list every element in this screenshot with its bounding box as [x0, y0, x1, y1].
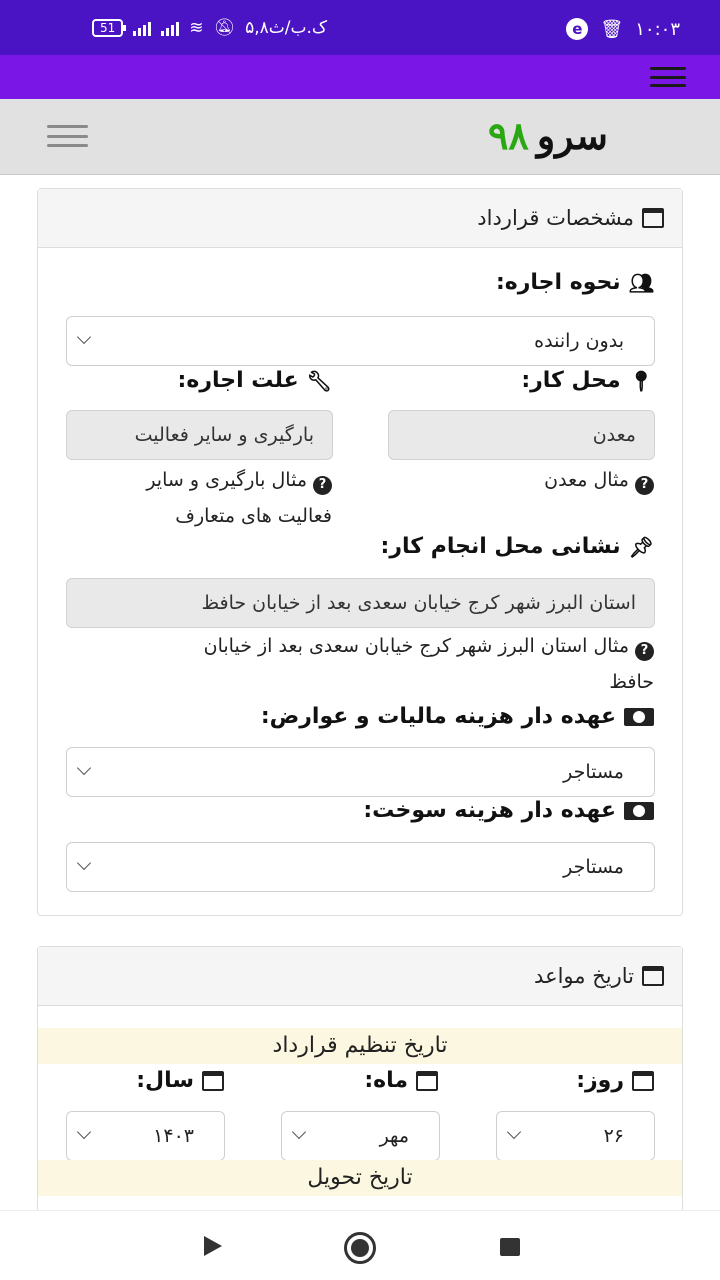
- app-header: [0, 99, 720, 175]
- dates-card-title: تاریخ مواعد: [534, 964, 634, 988]
- calendar-times-icon: [202, 1071, 224, 1091]
- work-place-help: [387, 462, 654, 498]
- question-circle-icon: ?: [635, 476, 654, 495]
- rental-reason-help: [65, 462, 332, 534]
- question-circle-icon: ?: [313, 476, 332, 495]
- rental-reason-input[interactable]: [66, 410, 333, 460]
- signal-icon: [161, 20, 179, 36]
- thumbtack-icon: 📌︎: [628, 534, 654, 559]
- calendar-blank-icon: [632, 1071, 654, 1091]
- contract-date-heading: تاریخ تنظیم قرارداد: [38, 1028, 682, 1064]
- work-place-label-text: محل کار:: [521, 368, 621, 393]
- tax-label: [261, 704, 654, 729]
- users-icon: 👥︎: [628, 270, 654, 295]
- rental-reason-help-line1: مثال بارگیری و سایر: [146, 469, 307, 491]
- battery-icon: 51: [92, 19, 123, 37]
- app-icon: e: [566, 18, 588, 40]
- month-select[interactable]: [281, 1111, 440, 1161]
- status-left: [92, 18, 327, 38]
- recent-apps-icon[interactable]: [500, 1238, 520, 1256]
- dates-card-header: [38, 947, 682, 1006]
- address-help-line1: مثال استان البرز شهر کرج خیابان سعدی بعد از خیابان: [203, 635, 629, 657]
- trash-icon: 🗑︎: [600, 18, 624, 40]
- fuel-label-text: عهده دار هزینه سوخت:: [363, 798, 616, 823]
- month-value: مهر: [379, 1125, 409, 1147]
- address-help: [65, 628, 654, 700]
- rental-reason-label-text: علت اجاره:: [177, 368, 299, 393]
- tax-select[interactable]: [66, 747, 655, 797]
- delivery-date-heading: تاریخ تحویل: [38, 1160, 682, 1196]
- back-icon[interactable]: [204, 1236, 222, 1256]
- chevron-down-icon: [507, 1125, 521, 1139]
- rental-reason-help-line2: فعالیت های متعارف: [175, 505, 332, 527]
- wifi-icon: ≋: [189, 18, 204, 38]
- chevron-down-icon: [77, 1125, 91, 1139]
- question-circle-icon: ?: [635, 642, 654, 661]
- day-label-text: روز:: [576, 1068, 624, 1093]
- address-label: [381, 534, 654, 559]
- chevron-down-icon: [77, 330, 91, 344]
- month-label-text: ماه:: [364, 1068, 408, 1093]
- money-bill-icon: [624, 802, 654, 820]
- network-speed: ۵,۸ک.ب/ث: [245, 18, 328, 38]
- rental-type-label: [496, 270, 654, 295]
- logo-word: سرو: [536, 113, 608, 158]
- month-label: [364, 1068, 438, 1093]
- contract-card-header: [38, 189, 682, 248]
- fuel-select[interactable]: [66, 842, 655, 892]
- fuel-value: مستاجر: [563, 856, 624, 878]
- logo[interactable]: [488, 113, 608, 158]
- day-label: [576, 1068, 654, 1093]
- calendar-icon: [642, 966, 664, 986]
- day-value: ۲۶: [603, 1125, 624, 1147]
- status-right: [566, 18, 680, 40]
- mute-icon: 🔕︎: [213, 18, 236, 38]
- year-label: [136, 1068, 224, 1093]
- nav-toggle-icon[interactable]: [47, 125, 88, 147]
- address-label-text: نشانی محل انجام کار:: [380, 534, 621, 559]
- rental-type-value: بدون راننده: [534, 330, 624, 352]
- chevron-down-icon: [77, 856, 91, 870]
- calendar-icon: [642, 208, 664, 228]
- map-marker-icon: 📍︎: [628, 368, 654, 393]
- address-help-line2: حافظ: [609, 671, 654, 693]
- chevron-down-icon: [77, 761, 91, 775]
- status-bar: [0, 0, 720, 55]
- logo-number: ۹۸: [488, 113, 529, 158]
- fuel-label: [363, 798, 654, 823]
- work-place-help-text: مثال معدن: [544, 469, 629, 491]
- calendar-check-icon: [416, 1071, 438, 1091]
- address-input[interactable]: [66, 578, 655, 628]
- home-icon[interactable]: [344, 1232, 376, 1264]
- menu-icon[interactable]: [650, 67, 686, 87]
- money-bill-icon: [624, 708, 654, 726]
- day-select[interactable]: [496, 1111, 655, 1161]
- signal-icon: [133, 20, 151, 36]
- work-place-label: [521, 368, 654, 393]
- clock: ۱۰:۰۳: [635, 18, 680, 40]
- year-value: ۱۴۰۳: [153, 1125, 194, 1147]
- year-label-text: سال:: [136, 1068, 194, 1093]
- system-nav-bar: [0, 1210, 720, 1280]
- rental-reason-label: [178, 368, 332, 393]
- rental-reason-value: بارگیری و سایر فعالیت: [134, 424, 314, 446]
- tax-value: مستاجر: [563, 761, 624, 783]
- top-toolbar: [0, 55, 720, 99]
- contract-card-title: مشخصات قرارداد: [477, 206, 634, 230]
- rental-type-select[interactable]: [66, 316, 655, 366]
- year-select[interactable]: [66, 1111, 225, 1161]
- address-value: استان البرز شهر کرج خیابان سعدی بعد از خیابان حافظ: [201, 592, 636, 614]
- tax-label-text: عهده دار هزینه مالیات و عوارض:: [260, 704, 616, 729]
- chevron-down-icon: [292, 1125, 306, 1139]
- work-place-value: معدن: [592, 424, 636, 446]
- work-place-input[interactable]: [388, 410, 655, 460]
- wrench-icon: 🔧︎: [306, 368, 332, 393]
- rental-type-label-text: نحوه اجاره:: [495, 270, 621, 295]
